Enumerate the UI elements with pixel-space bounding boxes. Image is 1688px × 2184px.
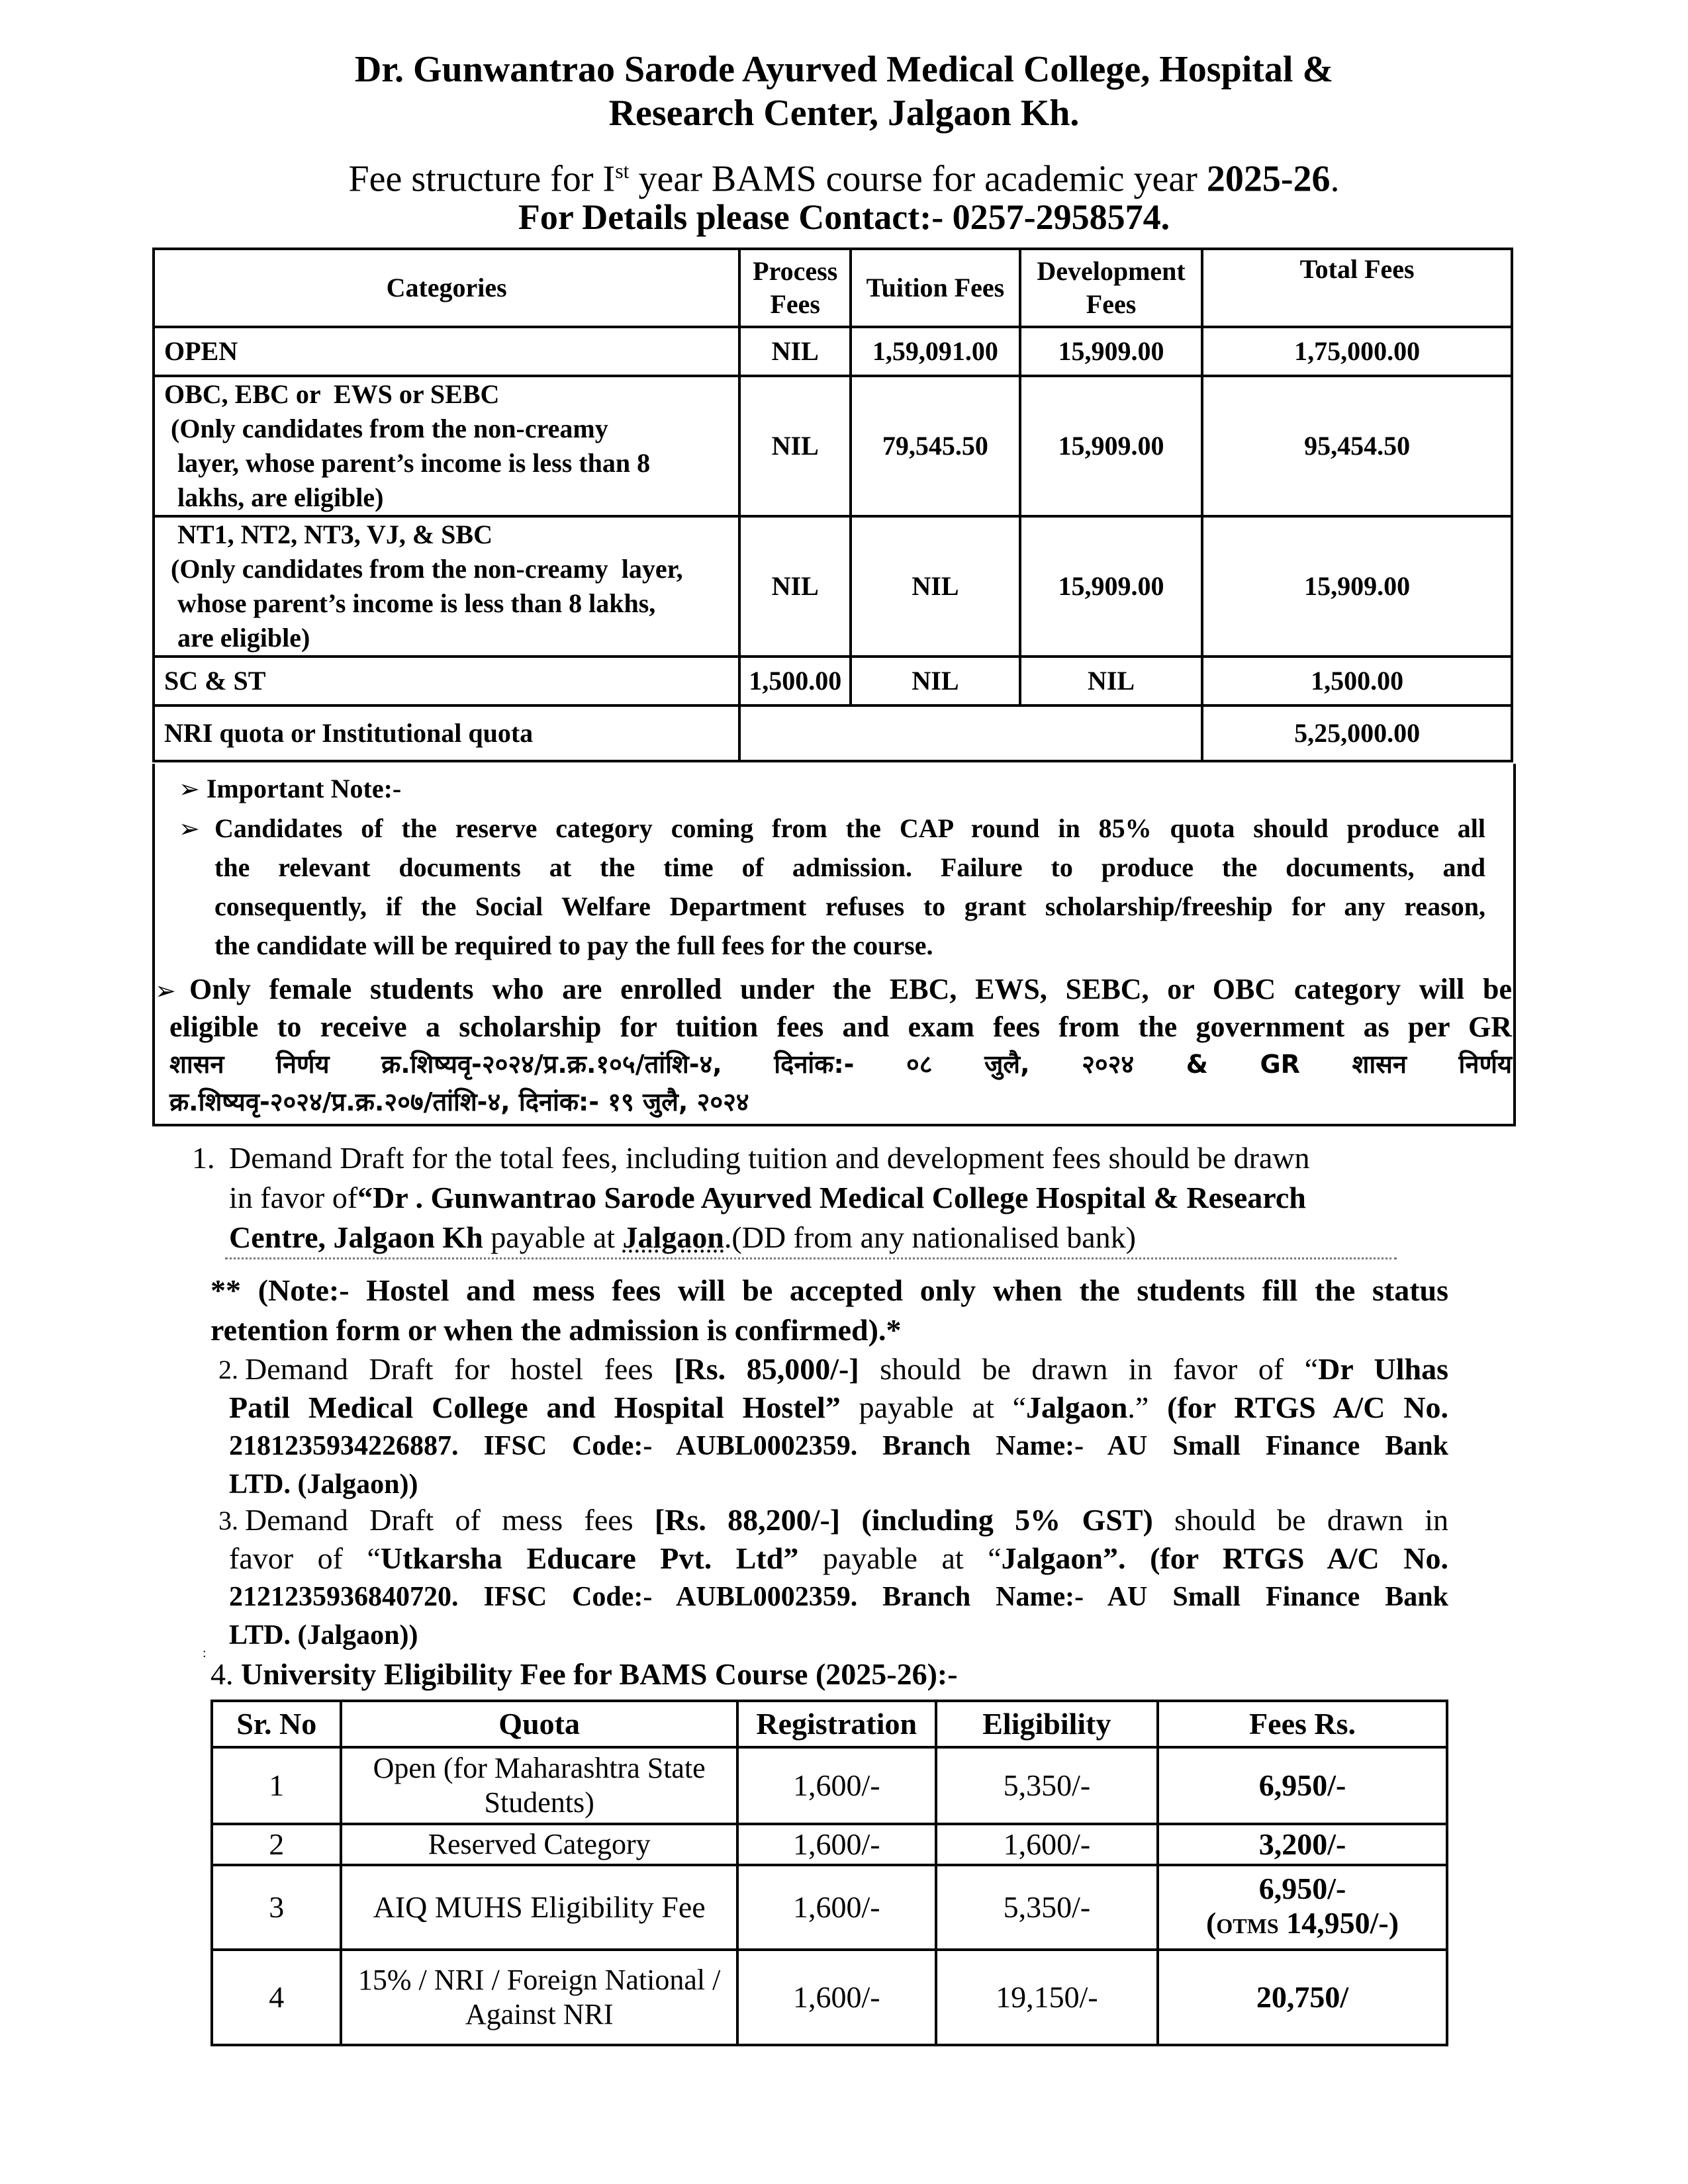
instruction-3-text bbox=[229, 1501, 1448, 1655]
registration-cell: 1,600/- bbox=[737, 1824, 936, 1865]
text-span: in favor of bbox=[229, 1181, 358, 1214]
rtgs-details: LTD. (Jalgaon)) bbox=[229, 1469, 418, 1500]
tuition-fee-cell: NIL bbox=[851, 657, 1020, 705]
header-fees: Fees Rs. bbox=[1158, 1701, 1447, 1747]
fee-line-end: . bbox=[1330, 158, 1340, 200]
header-process-fees bbox=[739, 249, 851, 327]
quota-cell: AIQ MUHS Eligibility Fee bbox=[341, 1865, 737, 1950]
payee-name: Dr Ulhas bbox=[1318, 1352, 1449, 1386]
academic-year: 2025-26 bbox=[1206, 158, 1331, 200]
note1-line: consequently, if the Social Welfare Department refuses to grant scholarship/freeship for any reason, bbox=[214, 891, 1485, 921]
development-fee-cell: 15,909.00 bbox=[1020, 327, 1203, 376]
sr-cell: 4 bbox=[212, 1950, 341, 2045]
text-span: 14,950/-) bbox=[1278, 1906, 1399, 1940]
fees-cell: 6,950/- bbox=[1158, 1747, 1447, 1824]
hostel-note bbox=[211, 1271, 1448, 1350]
instruction-3-num: 3. bbox=[218, 1506, 238, 1535]
note-title: Important Note:- bbox=[206, 774, 402, 803]
fees-cell: 20,750/ bbox=[1158, 1950, 1447, 2045]
fee-line-text-mid: year BAMS course for academic year bbox=[629, 158, 1207, 200]
table-row bbox=[212, 1950, 1447, 2045]
category-line: (Only candidates from the non-creamy layer, bbox=[164, 554, 683, 584]
payee-name: Patil Medical College and Hospital Hostel” bbox=[229, 1390, 841, 1424]
quota-line: Students) bbox=[484, 1786, 594, 1819]
tuition-fee-cell: 1,59,091.00 bbox=[851, 327, 1020, 376]
eligibility-cell: 5,350/- bbox=[936, 1747, 1158, 1824]
category-line: whose parent’s income is less than 8 lakhs, bbox=[164, 588, 656, 618]
category-cell: SC & ST bbox=[154, 657, 739, 705]
fees-cell: 3,200/- bbox=[1158, 1824, 1447, 1865]
text-span: payable at bbox=[491, 1220, 623, 1254]
text-span: should be drawn in bbox=[1152, 1503, 1448, 1537]
rtgs-details: LTD. (Jalgaon)) bbox=[229, 1620, 418, 1651]
university-eligibility-table bbox=[211, 1700, 1448, 2046]
important-notes-box bbox=[152, 764, 1516, 1126]
nri-row bbox=[154, 705, 1512, 761]
registration-cell: 1,600/- bbox=[737, 1747, 936, 1824]
total-fee-cell: 95,454.50 bbox=[1202, 376, 1512, 516]
note2-line: eligible to receive a scholarship for tuition fees and exam fees from the government as per GR bbox=[169, 1011, 1512, 1043]
otms-label: OTMS bbox=[1216, 1914, 1279, 1938]
header-sr-no: Sr. No bbox=[212, 1701, 341, 1747]
header-eligibility: Eligibility bbox=[936, 1701, 1158, 1747]
registration-cell: 1,600/- bbox=[737, 1950, 936, 2045]
tuition-fee-cell: 79,545.50 bbox=[851, 376, 1020, 516]
rtgs-details: Jalgaon”. (for RTGS A/C No. bbox=[1001, 1541, 1448, 1575]
process-fee-cell: NIL bbox=[739, 376, 851, 516]
quota-cell bbox=[341, 1950, 737, 2045]
process-fee-cell: NIL bbox=[739, 516, 851, 657]
instruction-1-line3 bbox=[229, 1218, 1136, 1257]
header-total-fees: Total Fees bbox=[1202, 249, 1512, 327]
category-line: (Only candidates from the non-creamy bbox=[164, 414, 608, 443]
table-row bbox=[154, 516, 1512, 657]
text-span: Demand Draft of mess fees bbox=[245, 1503, 655, 1537]
instruction-1-line2 bbox=[229, 1178, 1306, 1218]
college-title-line1: Dr. Gunwantrao Sarode Ayurved Medical College, Hospital & bbox=[354, 49, 1334, 90]
fees-cell bbox=[1158, 1865, 1447, 1950]
note2-bullet bbox=[155, 970, 176, 1011]
note1-line: the relevant documents at the time of admission. Failure to produce the documents, and bbox=[214, 852, 1485, 882]
fees-note bbox=[1163, 1906, 1442, 1943]
total-fee-cell: 5,25,000.00 bbox=[1202, 705, 1512, 761]
hostel-fee-amount: [Rs. 85,000/-] bbox=[674, 1352, 859, 1386]
development-fee-cell: NIL bbox=[1020, 657, 1203, 705]
instruction-4-num: 4. bbox=[211, 1657, 234, 1691]
sr-cell: 1 bbox=[212, 1747, 341, 1824]
instruction-4-title: University Eligibility Fee for BAMS Course (2025-26):- bbox=[233, 1657, 958, 1691]
note1-line: Candidates of the reserve category coming from the CAP round in 85% quota should produce all bbox=[214, 813, 1485, 843]
text-span: .” bbox=[1127, 1390, 1168, 1424]
category-cell bbox=[154, 516, 739, 657]
fee-structure-line bbox=[0, 150, 1688, 201]
category-cell bbox=[154, 376, 739, 516]
payee-name: “Dr . Gunwantrao Sarode Ayurved Medical College Hospital & Research bbox=[357, 1181, 1306, 1214]
contact-line: For Details please Contact:- 0257-2958574. bbox=[518, 197, 1170, 237]
instruction-4 bbox=[211, 1655, 958, 1694]
quota-cell bbox=[341, 1747, 737, 1824]
registration-cell: 1,600/- bbox=[737, 1865, 936, 1950]
instruction-2-text bbox=[229, 1350, 1448, 1504]
rtgs-details: (for RTGS A/C No. bbox=[1167, 1390, 1448, 1424]
category-cell: NRI quota or Institutional quota bbox=[154, 705, 739, 761]
header-categories: Categories bbox=[154, 249, 739, 327]
text-span: payable at “ bbox=[798, 1541, 1002, 1575]
note2-line: Only female students who are enrolled under the EBC, EWS, SEBC, or OBC category will be bbox=[189, 973, 1512, 1005]
eligibility-cell: 5,350/- bbox=[936, 1865, 1158, 1950]
header-tuition-fees: Tuition Fees bbox=[851, 249, 1020, 327]
rtgs-details: 2181235934226887. IFSC Code:- AUBL0002359. Branch Name:- AU Small Finance Bank bbox=[229, 1431, 1448, 1461]
category-cell: OPEN bbox=[154, 327, 739, 376]
eligibility-cell: 1,600/- bbox=[936, 1824, 1158, 1865]
table-row bbox=[154, 327, 1512, 376]
category-line: are eligible) bbox=[164, 623, 310, 653]
category-line: NT1, NT2, NT3, VJ, & SBC bbox=[164, 520, 492, 549]
header-dev-l2: Fees bbox=[1086, 289, 1137, 319]
total-fee-cell: 15,909.00 bbox=[1202, 516, 1512, 657]
quota-line: Against NRI bbox=[465, 1998, 614, 2030]
dotted-divider bbox=[225, 1257, 1397, 1259]
header-registration: Registration bbox=[737, 1701, 936, 1747]
text-span: favor of “ bbox=[229, 1541, 381, 1575]
header-process-l1: Process bbox=[753, 256, 838, 286]
table-row bbox=[154, 657, 1512, 705]
text-span: .(DD from any nationalised bank) bbox=[724, 1220, 1136, 1254]
text-span: should be drawn in favor of “ bbox=[859, 1352, 1319, 1386]
stray-mark: : bbox=[203, 1646, 207, 1661]
note-title-row bbox=[179, 769, 401, 809]
instruction-1-num: 1. bbox=[192, 1141, 215, 1175]
arrow-bullet-icon: ➢ bbox=[179, 814, 200, 843]
category-line: layer, whose parent’s income is less than 8 bbox=[164, 448, 651, 478]
process-fee-cell: NIL bbox=[739, 327, 851, 376]
table-row bbox=[212, 1747, 1447, 1824]
payee-name: Centre, Jalgaon Kh bbox=[229, 1220, 491, 1254]
college-title-line2: Research Center, Jalgaon Kh. bbox=[608, 93, 1080, 134]
text-span: ( bbox=[1206, 1906, 1217, 1940]
note1-text bbox=[214, 809, 1485, 965]
note2-text bbox=[169, 970, 1512, 1121]
payable-location: Jalgaon bbox=[1026, 1390, 1128, 1424]
table-row bbox=[212, 1865, 1447, 1950]
hostel-note-line: retention form or when the admission is confirmed).* bbox=[211, 1313, 902, 1347]
category-line: OBC, EBC or EWS or SEBC bbox=[164, 379, 500, 409]
fee-line-sup: st bbox=[615, 159, 630, 183]
header-dev-l1: Development bbox=[1037, 256, 1186, 286]
arrow-bullet-icon: ➢ bbox=[155, 976, 176, 1005]
instruction-1-line1: Demand Draft for the total fees, including tuition and development fees should be drawn bbox=[229, 1141, 1310, 1175]
quota-line: 15% / NRI / Foreign National / bbox=[357, 1964, 721, 1996]
payee-name: Utkarsha Educare Pvt. Ltd” bbox=[380, 1541, 799, 1575]
header-development-fees bbox=[1020, 249, 1203, 327]
sr-cell: 2 bbox=[212, 1824, 341, 1865]
eligibility-cell: 19,150/- bbox=[936, 1950, 1158, 2045]
header-process-l2: Fees bbox=[770, 289, 820, 319]
text-span: payable at “ bbox=[840, 1390, 1026, 1424]
fee-line-text: Fee structure for I bbox=[348, 158, 616, 200]
quota-line: Open (for Maharashtra State bbox=[373, 1752, 706, 1784]
instruction-2-num: 2. bbox=[218, 1355, 238, 1385]
process-fee-cell: 1,500.00 bbox=[739, 657, 851, 705]
table-row bbox=[154, 376, 1512, 516]
note2-line-marathi: क्र.शिष्यवृ-२०२४/प्र.क्र.२०७/तांशि-४, दिनांक:- १९ जुलै, २०२४ bbox=[169, 1087, 749, 1116]
total-fee-cell: 1,75,000.00 bbox=[1202, 327, 1512, 376]
development-fee-cell: 15,909.00 bbox=[1020, 376, 1203, 516]
payable-location: Jalgaon bbox=[622, 1220, 724, 1254]
fee-table-header-row bbox=[154, 249, 1512, 327]
category-line: lakhs, are eligible) bbox=[164, 482, 384, 512]
total-fee-cell: 1,500.00 bbox=[1202, 657, 1512, 705]
text-span: Demand Draft for hostel fees bbox=[245, 1352, 675, 1386]
hostel-note-line: ** (Note:- Hostel and mess fees will be accepted only when the students fill the status bbox=[211, 1273, 1448, 1307]
rtgs-details: 2121235936840720. IFSC Code:- AUBL0002359. Branch Name:- AU Small Finance Bank bbox=[229, 1582, 1448, 1612]
sr-cell: 3 bbox=[212, 1865, 341, 1950]
fee-structure-table bbox=[152, 248, 1513, 762]
table-row bbox=[212, 1824, 1447, 1865]
note2-line-marathi: शासन निर्णय क्र.शिष्यवृ-२०२४/प्र.क्र.१०५/तांशि-४, दिनांक:- ०८ जुलै, २०२४ & GR शासन निर्णय bbox=[169, 1050, 1512, 1079]
development-fee-cell: 15,909.00 bbox=[1020, 516, 1203, 657]
university-table-header-row bbox=[212, 1701, 1447, 1747]
nri-empty-cell bbox=[739, 705, 1202, 761]
note1-bullet bbox=[179, 809, 200, 848]
college-title bbox=[0, 48, 1688, 135]
fees-value: 6,950/- bbox=[1258, 1872, 1346, 1905]
tuition-fee-cell: NIL bbox=[851, 516, 1020, 657]
arrow-bullet-icon: ➢ bbox=[179, 774, 200, 803]
header-quota: Quota bbox=[341, 1701, 737, 1747]
quota-cell: Reserved Category bbox=[341, 1824, 737, 1865]
mess-fee-amount: [Rs. 88,200/-] (including 5% GST) bbox=[654, 1503, 1153, 1537]
note1-line: the candidate will be required to pay the full fees for the course. bbox=[214, 931, 933, 960]
